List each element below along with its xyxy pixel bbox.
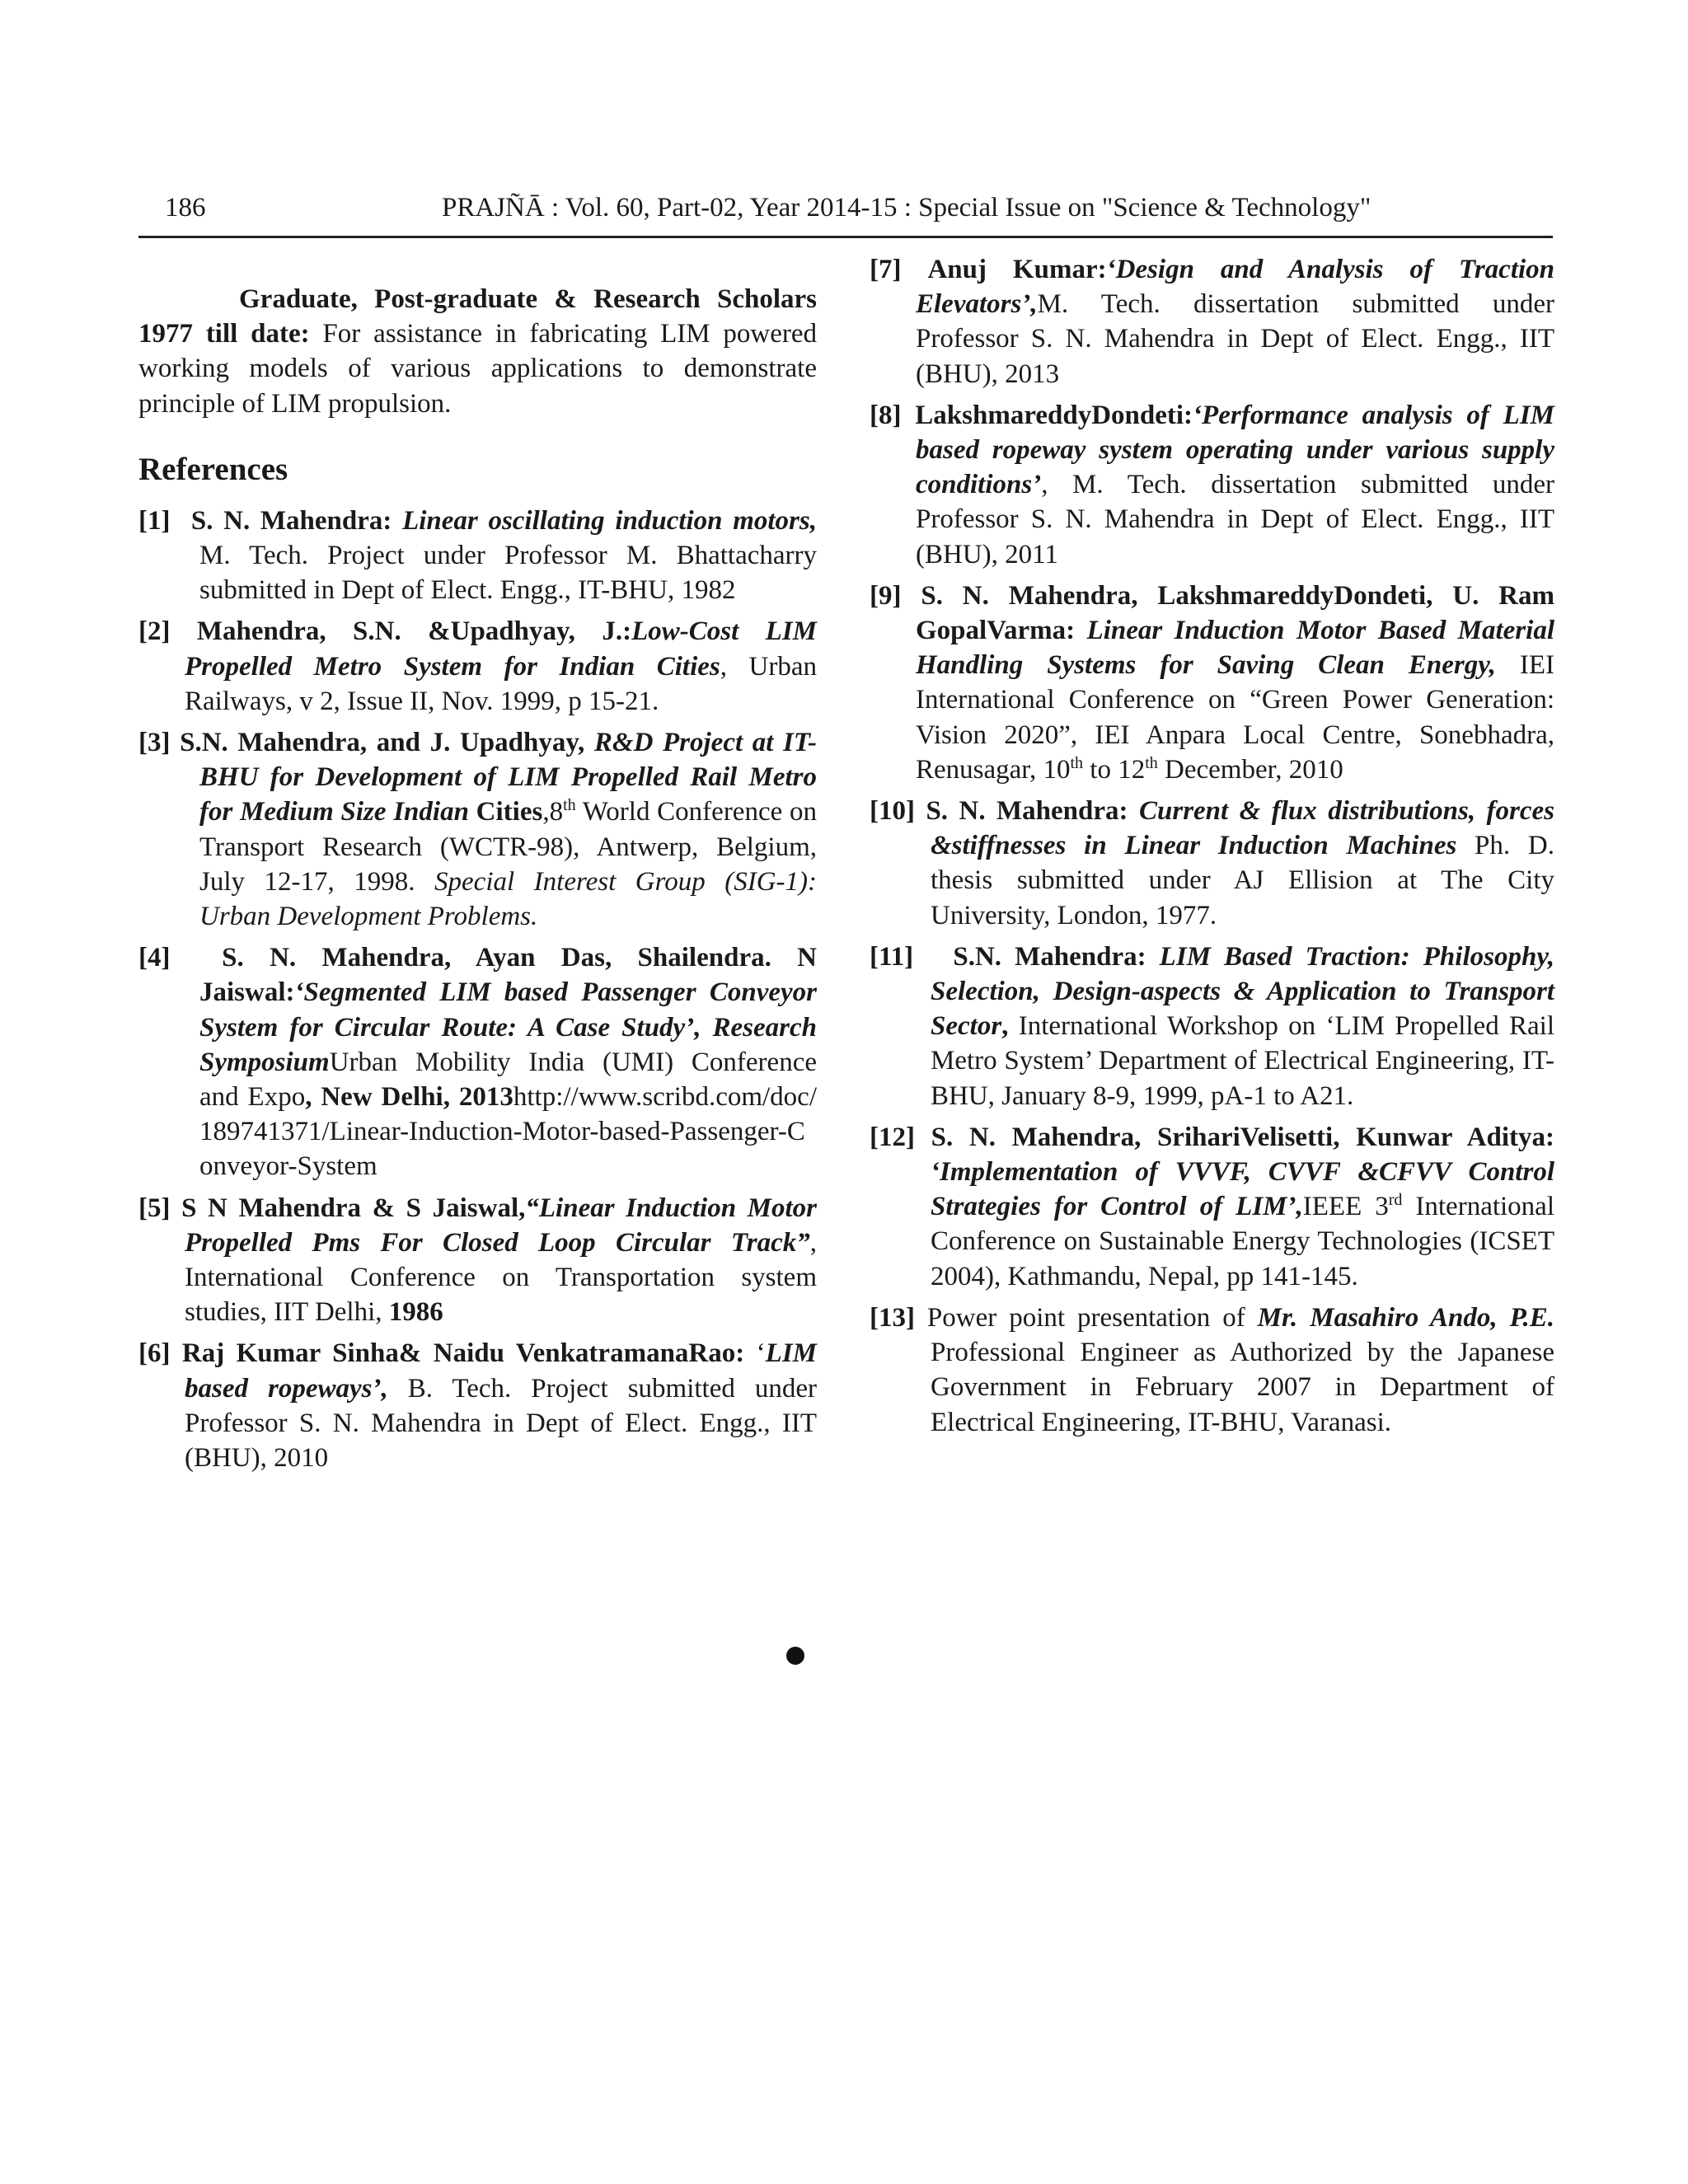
ref-authors: S. N. Mahendra, Ayan Das, Shailendra. N Jaiswal:: [199, 943, 817, 1008]
ref-details: ,8: [542, 797, 564, 827]
ref-details-2: World Conference on Transport Research (WCTR-98), Antwerp, Belgium, July 12-17, 1998.: [199, 797, 817, 897]
ref-details: M. Tech. dissertation submitted under Professor S. N. Mahendra in Dept of Elect. Engg., IIT (BHU), 2013: [916, 289, 1554, 389]
ref-number: [5]: [138, 1193, 171, 1223]
reference-8: [870, 398, 1554, 572]
ref-number: [2]: [138, 616, 171, 647]
running-title: PRAJÑĀ : Vol. 60, Part-02, Year 2014-15 : Special Issue on "Science & Technology": [442, 193, 1372, 223]
ref-details: , Urban Railways, v 2, Issue II, Nov. 1999, p 15-21.: [185, 651, 817, 716]
ref-title: ‘Design and Analysis of Traction Elevators’,: [916, 255, 1555, 320]
reference-11: [870, 940, 1554, 1113]
ref-authors: S N Mahendra & S Jaiswal,: [181, 1193, 526, 1223]
page-number: 186: [165, 193, 206, 223]
end-bullet-icon: [786, 1647, 804, 1665]
ref-number: [12]: [870, 1122, 915, 1152]
ref-details: IEI International Conference on “Green Power Generation: Vision 2020”, IEI Anpara Local Centre, Sonebhadra, Renusagar, 10: [916, 650, 1554, 785]
ref-number: [6]: [138, 1338, 171, 1369]
ref-title: R&D Project at IT-BHU for Development of LIM Propelled Rail Metro for Medium Size Indian: [199, 728, 817, 827]
ref-number: [7]: [870, 255, 902, 284]
ref-comma: ,: [1001, 1011, 1009, 1042]
ack-label: Graduate, Post-graduate & Research Scholars 1977 till date:: [138, 284, 817, 349]
ref-details: Ph. D. thesis submitted under AJ Ellision at The City University, London, 1977.: [931, 831, 1554, 930]
reference-7: [870, 252, 1554, 391]
ref-superscript: rd: [1388, 1191, 1403, 1210]
ref-details: Urban Mobility India (UMI) Conference and Expo: [199, 1047, 817, 1113]
ref-details: B. Tech. Project submitted under Professor S. N. Mahendra in Dept of Elect. Engg., IIT (BHU), 2010: [185, 1373, 818, 1474]
ref-details: , International Conference on Transportation system studies, IIT Delhi,: [185, 1227, 817, 1328]
page-header: [138, 186, 1553, 238]
ref-authors: S.N. Mahendra, and J. Upadhyay,: [180, 728, 594, 758]
reference-12: [870, 1120, 1554, 1294]
ref-title: ‘Implementation of VVVF, CVVF &CFVV Control Strategies for Control of LIM’,: [931, 1157, 1554, 1222]
ref-note: Special Interest Group (SIG-1): Urban Development Problems.: [199, 866, 817, 932]
reference-9: [870, 579, 1554, 787]
ref-title: Mr. Masahiro Ando, P.E.: [1257, 1302, 1554, 1333]
references-heading: References: [138, 451, 288, 487]
ref-year: 1986: [388, 1297, 443, 1328]
ref-title: Linear oscillating induction motors,: [402, 505, 817, 536]
ref-quote: ‘: [744, 1338, 766, 1369]
ref-title: ‘Segmented LIM based Passenger Conveyor System for Circular Route: A Case Study’, Research Symposium: [199, 977, 817, 1077]
reference-1: [138, 504, 817, 608]
left-column: [138, 252, 817, 1482]
ref-authors: Anuj Kumar:: [927, 255, 1107, 284]
ref-authors: S. N. Mahendra, SrihariVelisetti, Kunwar Aditya:: [931, 1122, 1555, 1152]
ref-title: LIM based ropeways’,: [185, 1338, 817, 1404]
ref-title: Linear Induction Motor Based Material Handling Systems for Saving Clean Energy,: [916, 616, 1554, 681]
ref-number: [1]: [138, 505, 171, 536]
ref-authors: S. N. Mahendra:: [190, 505, 403, 536]
ref-details: , M. Tech. dissertation submitted under Professor S. N. Mahendra in Dept of Elect. Engg., IIT (BHU), 2011: [916, 470, 1554, 569]
ref-number: [10]: [870, 796, 915, 827]
right-column: [870, 252, 1554, 1446]
reference-2: [138, 614, 817, 719]
ref-number: [11]: [870, 941, 914, 972]
ref-title: Current & flux distributions, forces &stiffnesses in Linear Induction Machines: [931, 796, 1554, 861]
ack-text: For assistance in fabricating LIM powered working models of various applications to demonstrate principle of LIM propulsion.: [138, 319, 817, 419]
ref-url: http://www.scribd.com/doc/189741371/Linear-Induction-Motor-based-Passenger-Conveyor-System: [199, 1082, 817, 1182]
ref-superscript-2: th: [1145, 753, 1158, 772]
ref-number: [4]: [138, 943, 171, 973]
ref-title: LIM Based Traction: Philosophy, Selection, Design-aspects & Application to Transport Sector: [931, 941, 1554, 1042]
ref-title-tail: Cities: [468, 797, 543, 827]
reference-3: [138, 725, 817, 934]
reference-4: [138, 940, 817, 1183]
ref-details-2: International Conference on Sustainable Energy Technologies (ICSET 2004), Kathmandu, Nepal, pp 141-145.: [931, 1192, 1554, 1291]
ref-details-2: to 12: [1083, 754, 1146, 785]
ref-details: IEEE 3: [1302, 1192, 1389, 1222]
ref-details-2: Professional Engineer as Authorized by the Japanese Government in February 2007 in Department of Electrical Engineering, IT-BHU, Varanasi.: [931, 1338, 1554, 1437]
ref-details: Power point presentation of: [914, 1302, 1258, 1333]
reference-5: [138, 1191, 817, 1330]
ref-details: International Workshop on ‘LIM Propelled Rail Metro System’ Department of Electrical Engineering, IT-BHU, January 8-9, 1999, pA-1 to A21.: [931, 1011, 1554, 1111]
ref-title: ‘Performance analysis of LIM based ropeway system operating under various supply conditions’: [916, 400, 1555, 500]
ref-superscript: th: [563, 796, 576, 815]
ref-details: M. Tech. Project under Professor M. Bhattacharry submitted in Dept of Elect. Engg., IT-BHU, 1982: [199, 541, 817, 606]
ref-superscript: th: [1070, 753, 1084, 772]
ref-authors: S. N. Mahendra, LakshmareddyDondeti, U. Ram GopalVarma:: [916, 580, 1554, 646]
ref-details-3: December, 2010: [1157, 754, 1343, 785]
ref-number: [9]: [870, 580, 902, 611]
ref-authors: Raj Kumar Sinha& Naidu VenkatramanaRao:: [181, 1338, 745, 1369]
ref-venue: , New Delhi, 2013: [305, 1082, 513, 1113]
ref-authors: LakshmareddyDondeti:: [915, 400, 1193, 430]
reference-6: [138, 1336, 817, 1475]
ref-authors: S.N. Mahendra:: [953, 941, 1160, 972]
ref-title: Low-Cost LIM Propelled Metro System for Indian Cities: [185, 616, 817, 682]
reference-10: [870, 794, 1554, 933]
ref-authors: S. N. Mahendra:: [926, 796, 1139, 827]
acknowledgement-paragraph: [138, 282, 817, 421]
ref-number: [13]: [870, 1302, 915, 1333]
reference-13: [870, 1301, 1554, 1440]
ref-authors: Mahendra, S.N. &Upadhyay, J.:: [196, 616, 632, 647]
ref-number: [3]: [138, 728, 171, 758]
ref-title: “Linear Induction Motor Propelled Pms For Closed Loop Circular Track”: [185, 1193, 817, 1258]
ref-number: [8]: [870, 400, 902, 430]
